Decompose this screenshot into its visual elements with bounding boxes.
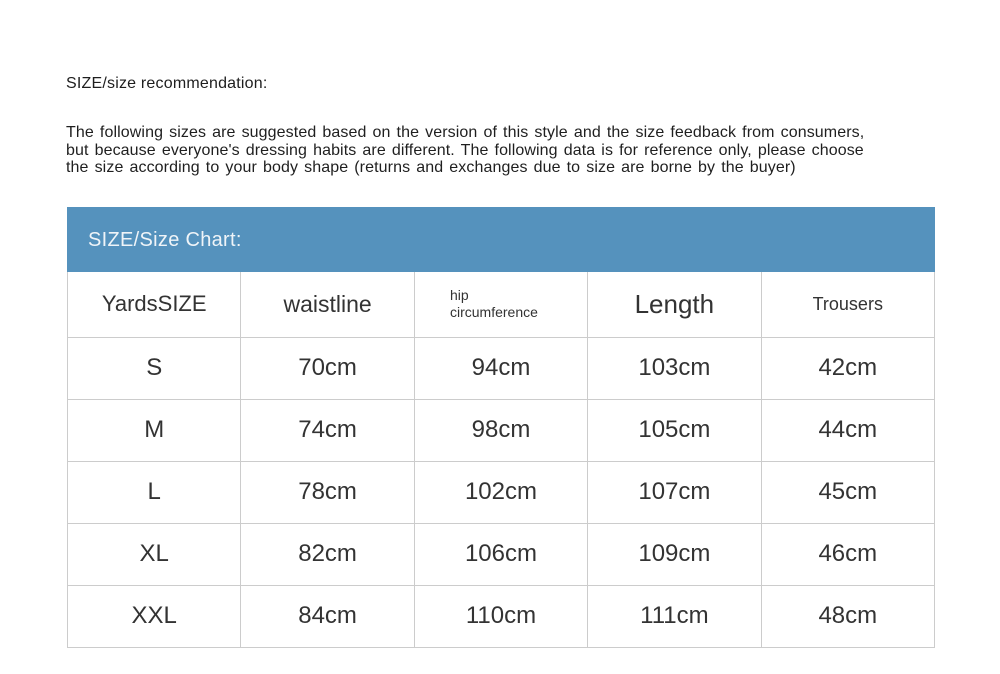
- column-header-label: waistline: [283, 290, 372, 317]
- cell-size: M: [68, 399, 241, 461]
- cell-trousers: 45cm: [761, 461, 934, 523]
- table-row-xxl: [68, 585, 935, 647]
- cell-length: 109cm: [588, 523, 761, 585]
- page-title: SIZE/size recommendation:: [66, 75, 268, 92]
- column-header-waistline: [241, 272, 414, 337]
- size-note-line-1: The following sizes are suggested based on the version of this style and the size feedback from consumers,: [66, 124, 865, 141]
- column-header-label: Length: [634, 288, 715, 319]
- table-row-m: [68, 399, 935, 461]
- size-chart-header-label: SIZE/Size Chart:: [88, 229, 242, 251]
- size-note-line-2: but because everyone's dressing habits are different. The following data is for reference only, please choose: [66, 141, 864, 159]
- cell-trousers: 48cm: [761, 585, 934, 647]
- cell-length: 103cm: [588, 337, 761, 399]
- column-header-label: hip circumference: [449, 287, 538, 321]
- table-row-xl: [68, 523, 935, 585]
- column-header-length: [588, 272, 761, 337]
- cell-size: XXL: [68, 585, 241, 647]
- column-header-label: Trousers: [812, 293, 883, 314]
- column-header-label: YardsSIZE: [101, 291, 207, 317]
- cell-hip-circumference: 102cm: [414, 461, 587, 523]
- cell-waistline: 74cm: [241, 399, 414, 461]
- size-chart-header-bar: [67, 207, 935, 272]
- cell-hip-circumference: 106cm: [414, 523, 587, 585]
- size-note: [66, 124, 864, 177]
- column-header-yards-size: [68, 272, 241, 337]
- cell-waistline: 78cm: [241, 461, 414, 523]
- column-header-hip-circumference: [414, 272, 587, 337]
- cell-length: 107cm: [588, 461, 761, 523]
- cell-waistline: 82cm: [241, 523, 414, 585]
- cell-trousers: 46cm: [761, 523, 934, 585]
- cell-length: 111cm: [588, 585, 761, 647]
- cell-hip-circumference: 98cm: [414, 399, 587, 461]
- cell-size: XL: [68, 523, 241, 585]
- cell-size: S: [68, 337, 241, 399]
- size-note-line-3: the size according to your body shape (returns and exchanges due to size are borne by the buyer): [66, 159, 796, 176]
- cell-hip-circumference: 110cm: [414, 585, 587, 647]
- cell-waistline: 70cm: [241, 337, 414, 399]
- cell-hip-circumference: 94cm: [414, 337, 587, 399]
- column-header-trousers: [761, 272, 934, 337]
- cell-size: L: [68, 461, 241, 523]
- cell-trousers: 42cm: [761, 337, 934, 399]
- cell-waistline: 84cm: [241, 585, 414, 647]
- cell-length: 105cm: [588, 399, 761, 461]
- table-row-l: [68, 461, 935, 523]
- cell-trousers: 44cm: [761, 399, 934, 461]
- size-chart-table: [67, 272, 935, 648]
- table-row-s: [68, 337, 935, 399]
- table-header-row: [68, 272, 935, 337]
